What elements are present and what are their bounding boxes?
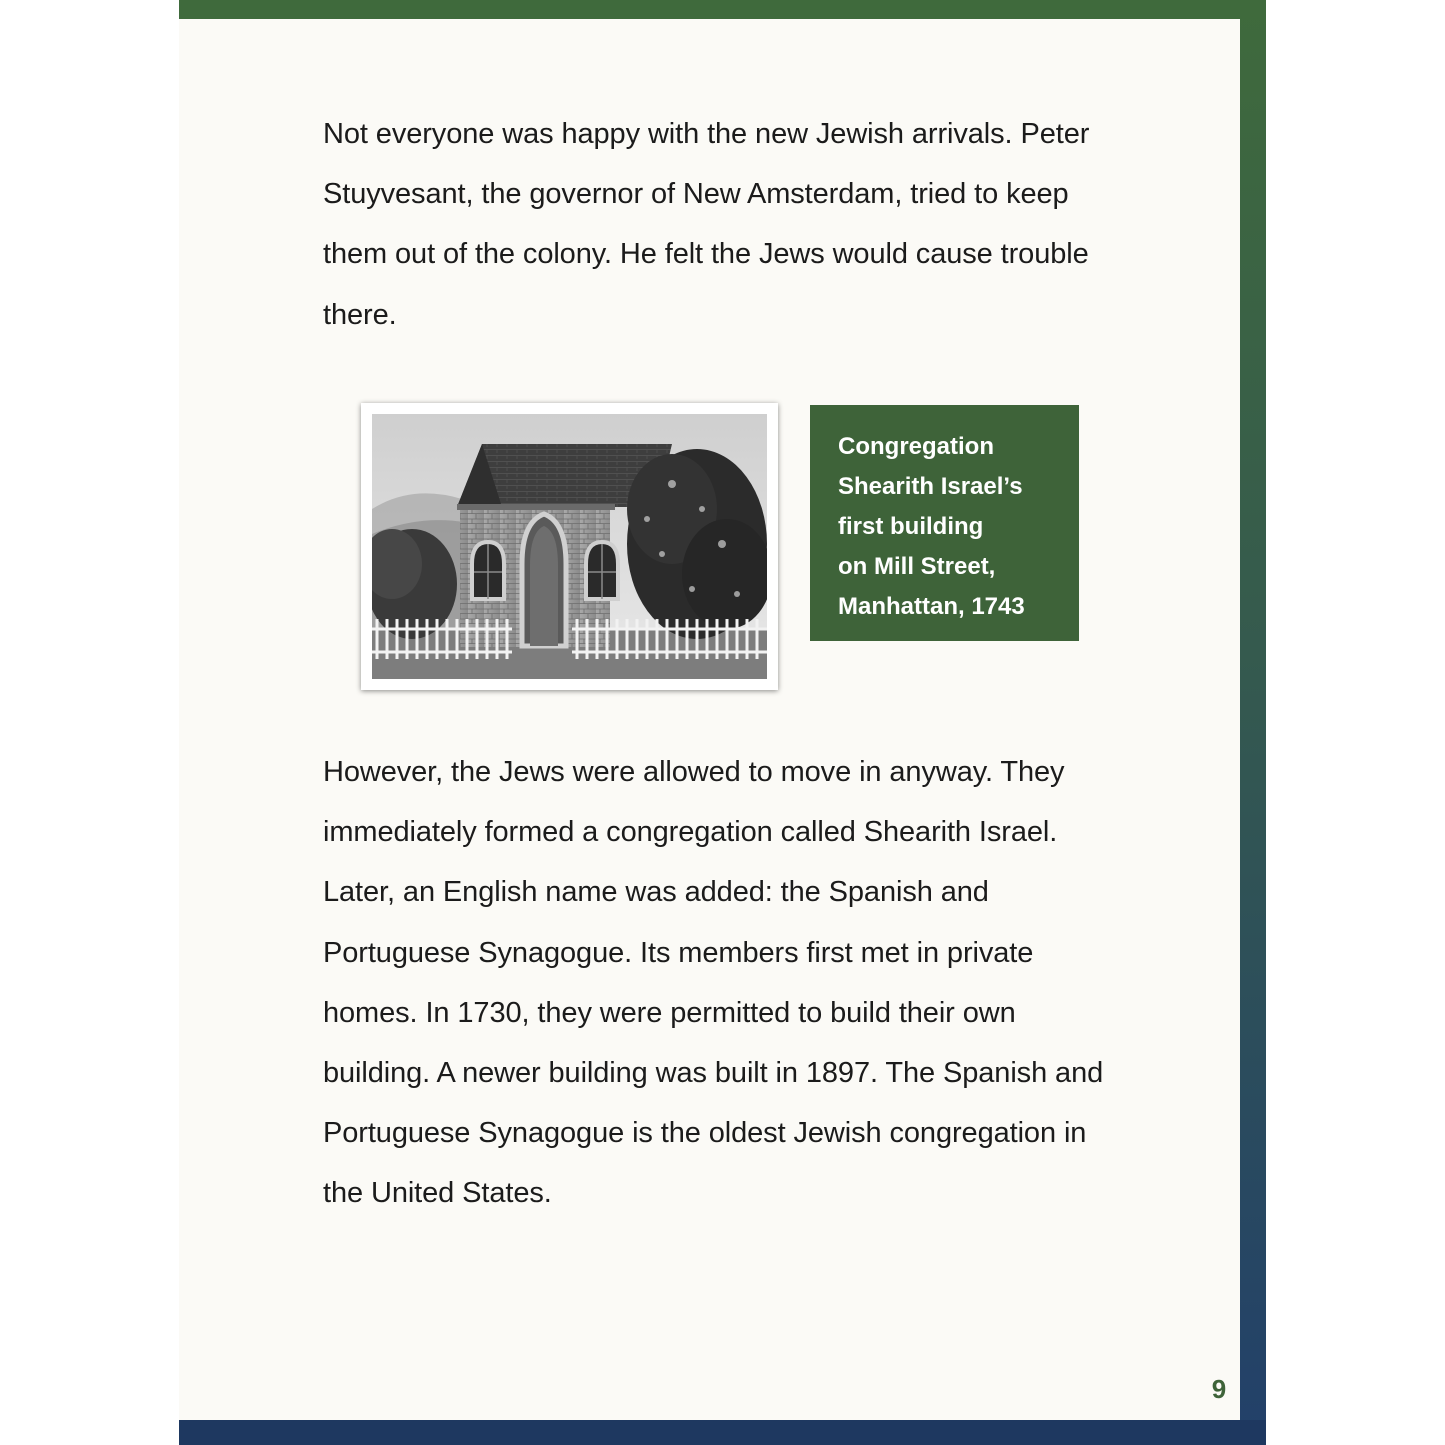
page-number: 9	[1211, 1374, 1227, 1404]
caption-line: Manhattan, 1743	[838, 593, 1025, 620]
caption-line: first building	[838, 513, 984, 540]
synagogue-photo	[361, 403, 778, 690]
body-paragraph-2: However, the Jews were allowed to move in anyway. They immediately formed a congregation called Shearith Israel. Later, an English name was added: the Spanish and Portuguese Synagogue. Its members first met in private homes. In 1730, they were permitted to build their own building. A newer building was built in 1897. The Spanish and Portuguese Synagogue is the oldest Jewish congregation in the United States.	[323, 756, 1104, 1210]
page-bottom-bar	[179, 1420, 1266, 1445]
body-paragraph-1: Not everyone was happy with the new Jewish arrivals. Peter Stuyvesant, the governor of New Amsterdam, tried to keep them out of the colony. He felt the Jews would cause trouble there.	[323, 118, 1090, 331]
synagogue-illustration	[372, 414, 767, 679]
caption-line: on Mill Street,	[838, 553, 996, 580]
caption-line: Congregation	[838, 433, 994, 460]
caption-line: Shearith Israel’s	[838, 473, 1023, 500]
photo-caption	[810, 405, 1079, 641]
